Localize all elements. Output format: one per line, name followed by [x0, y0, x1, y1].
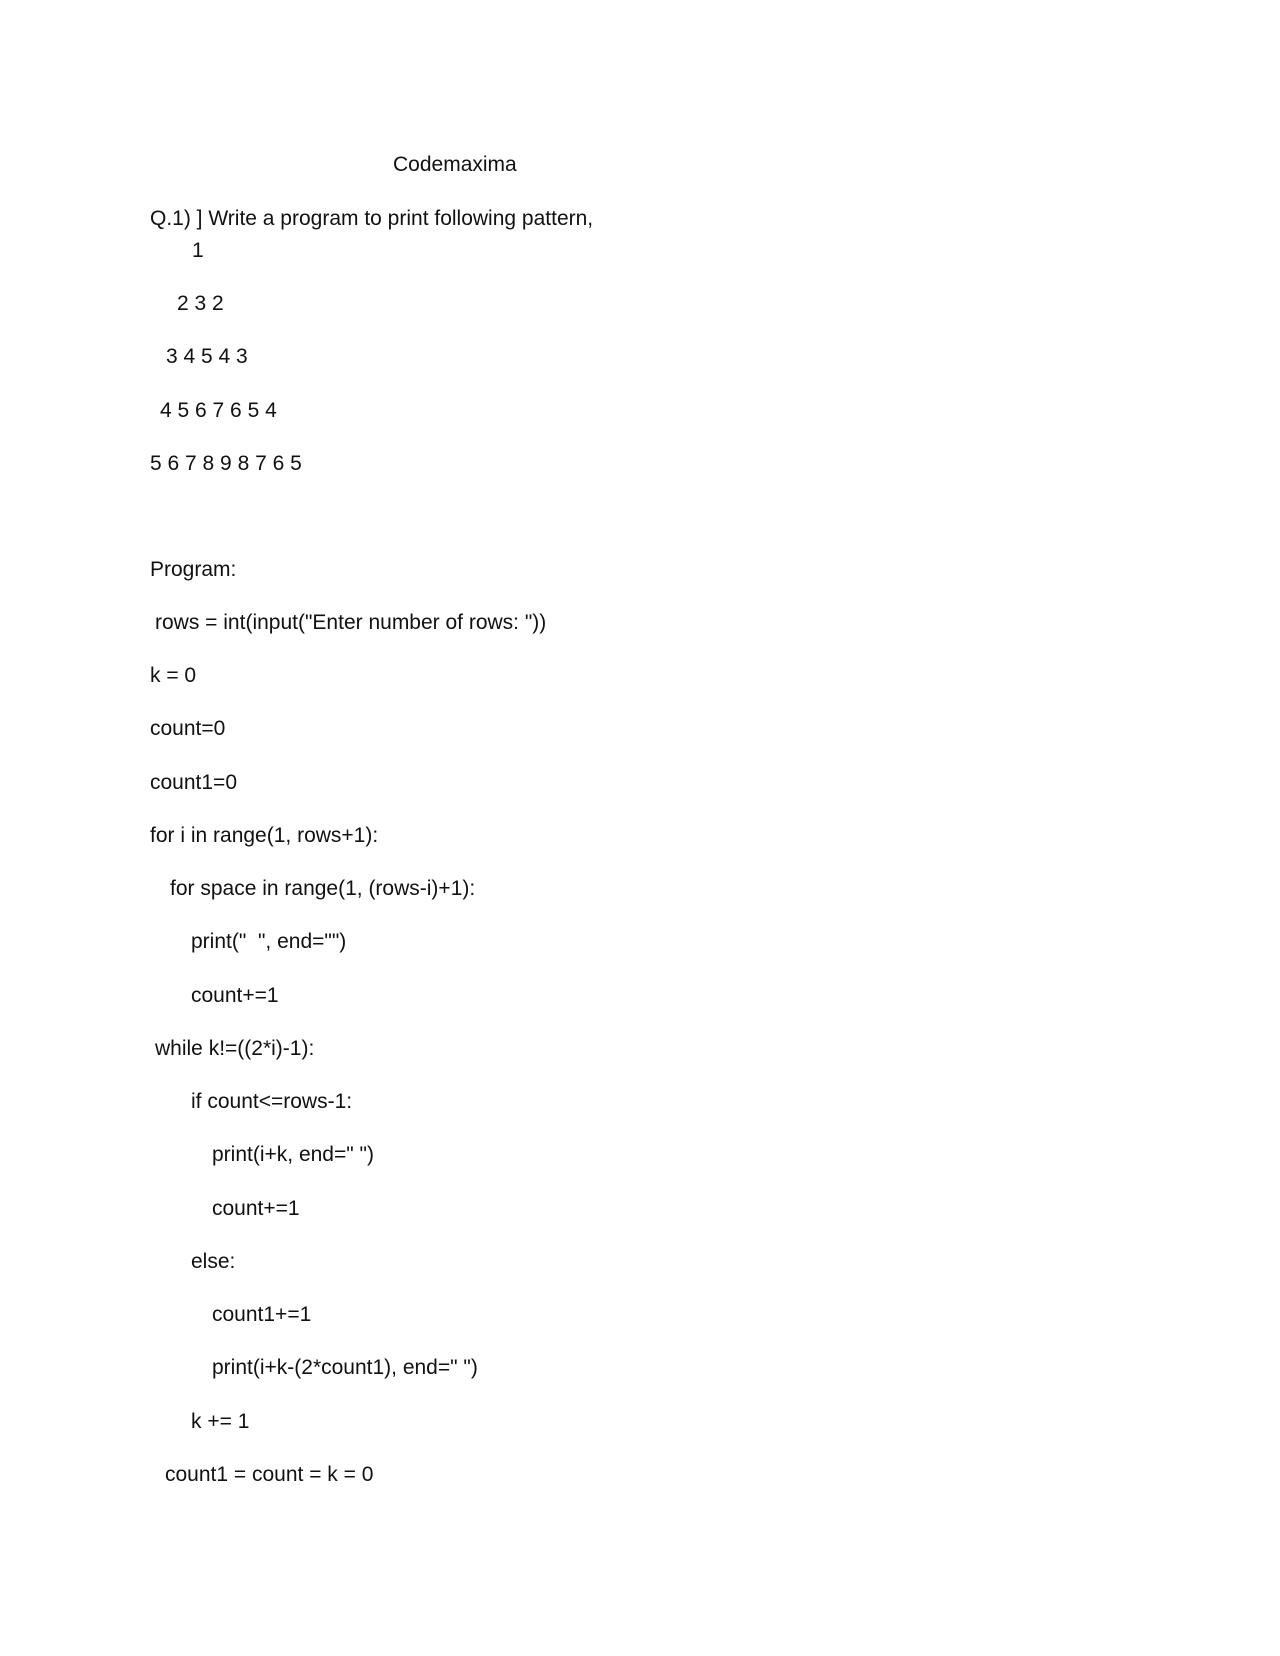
code-line: count+=1	[212, 1197, 300, 1220]
code-line: print(i+k, end=" ")	[212, 1143, 374, 1166]
code-line: count1 = count = k = 0	[165, 1463, 374, 1486]
code-line: rows = int(input("Enter number of rows: "))	[155, 611, 547, 634]
program-label: Program:	[150, 558, 237, 581]
code-line: count=0	[150, 717, 226, 740]
code-line: k = 0	[150, 664, 197, 687]
pattern-row-2: 2 3 2	[177, 292, 224, 315]
code-line: while k!=((2*i)-1):	[155, 1037, 315, 1060]
code-line: for space in range(1, (rows-i)+1):	[170, 877, 476, 900]
code-line: k += 1	[191, 1410, 250, 1433]
question-text: Q.1) ] Write a program to print following pattern,	[150, 207, 594, 230]
code-line: for i in range(1, rows+1):	[150, 824, 379, 847]
pattern-row-3: 3 4 5 4 3	[166, 345, 248, 368]
code-line: else:	[191, 1250, 236, 1273]
code-line: if count<=rows-1:	[191, 1090, 353, 1113]
code-line: print(" ", end="")	[191, 930, 347, 953]
pattern-row-5: 5 6 7 8 9 8 7 6 5	[150, 452, 302, 475]
pattern-row-1: 1	[192, 239, 204, 262]
document-title: Codemaxima	[393, 153, 517, 176]
code-line: count1+=1	[212, 1303, 312, 1326]
code-line: count1=0	[150, 771, 237, 794]
code-line: print(i+k-(2*count1), end=" ")	[212, 1356, 478, 1379]
pattern-row-4: 4 5 6 7 6 5 4	[160, 399, 277, 422]
code-line: count+=1	[191, 984, 279, 1007]
